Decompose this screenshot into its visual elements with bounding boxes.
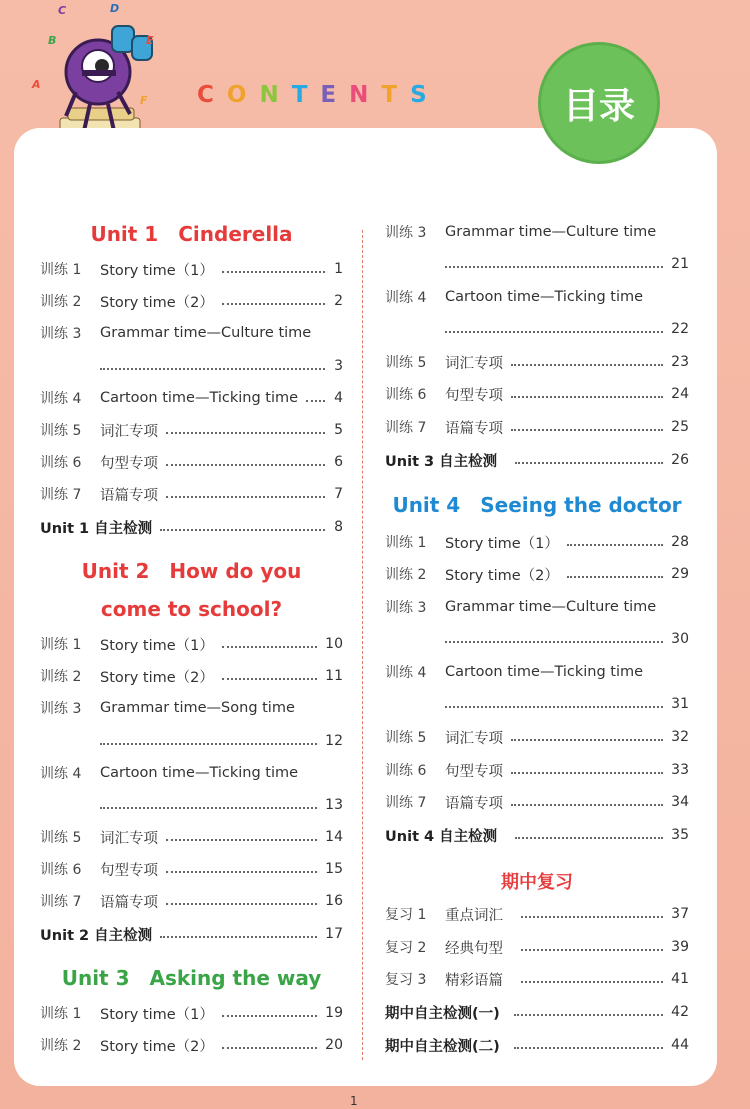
entry-title: 词汇专项 — [100, 423, 158, 440]
toc-entry-test[interactable] — [385, 1001, 689, 1023]
entry-title: Cartoon time—Ticking time — [100, 765, 299, 781]
entry-page: 39 — [671, 939, 689, 955]
entry-page: 42 — [671, 1004, 689, 1020]
dot-leader — [222, 1015, 317, 1017]
dot-leader — [160, 936, 317, 938]
entry-page: 20 — [325, 1037, 343, 1053]
toc-entry[interactable] — [40, 419, 343, 441]
toc-entry[interactable] — [385, 286, 689, 308]
toc-entry-continuation[interactable] — [40, 730, 343, 752]
entry-title: Cartoon time—Ticking time — [445, 289, 644, 305]
entry-title: 语篇专项 — [445, 420, 503, 437]
dot-leader — [222, 271, 325, 273]
dot-leader — [511, 429, 663, 431]
dot-leader — [511, 739, 663, 741]
dot-leader — [445, 706, 663, 708]
toc-entry-continuation[interactable] — [40, 355, 343, 377]
unit3-heading — [40, 966, 343, 990]
contents-letter: S — [410, 82, 440, 108]
entry-page: 15 — [325, 861, 343, 877]
entry-label: 训练 7 — [40, 894, 82, 910]
dot-leader — [222, 678, 317, 680]
entry-page: 34 — [671, 794, 689, 810]
entry-label: 训练 3 — [40, 701, 82, 717]
entry-page: 17 — [325, 926, 343, 942]
toc-entry[interactable] — [40, 1002, 343, 1024]
mascot-letter: A — [32, 78, 41, 91]
entry-label: 训练 7 — [385, 795, 427, 811]
contents-letter: T — [381, 82, 411, 108]
contents-letter: N — [259, 82, 292, 108]
entry-page: 1 — [334, 261, 343, 277]
entry-page: 28 — [671, 534, 689, 550]
dot-leader — [166, 871, 317, 873]
entry-title: Grammar time—Culture time — [100, 325, 312, 341]
right-column — [385, 0, 689, 1109]
dot-leader — [166, 464, 325, 466]
entry-title: 经典句型 — [445, 940, 503, 957]
entry-title: Story time（2） — [100, 669, 214, 686]
toc-entry[interactable] — [40, 762, 343, 784]
entry-label: 训练 1 — [385, 535, 427, 551]
entry-title: Story time（2） — [100, 1038, 214, 1055]
unit2-number: Unit 2 — [81, 559, 150, 583]
contents-letter: E — [320, 82, 350, 108]
entry-title: Story time（1） — [445, 535, 559, 552]
dot-leader — [166, 432, 325, 434]
entry-title: 词汇专项 — [445, 355, 503, 372]
entry-title: 句型专项 — [100, 455, 158, 472]
dot-leader — [521, 949, 663, 951]
entry-title: 句型专项 — [100, 862, 158, 879]
entry-label: 训练 3 — [385, 225, 427, 241]
dot-leader — [567, 576, 663, 578]
entry-page: 29 — [671, 566, 689, 582]
entry-page: 21 — [671, 256, 689, 272]
toc-entry-test[interactable] — [40, 923, 343, 945]
toc-entry[interactable] — [40, 697, 343, 719]
dot-leader — [166, 496, 325, 498]
toc-entry[interactable] — [40, 322, 343, 344]
contents-letter: O — [226, 82, 260, 108]
entry-label: 训练 2 — [40, 669, 82, 685]
dot-leader — [515, 837, 663, 839]
entry-label: 训练 2 — [40, 1038, 82, 1054]
toc-entry[interactable] — [40, 826, 343, 848]
unit3-title: Asking the way — [149, 966, 322, 990]
entry-title: Unit 4 自主检测 — [385, 828, 498, 845]
toc-entry[interactable] — [385, 936, 689, 958]
unit4-number: Unit 4 — [392, 493, 461, 517]
entry-label: 训练 7 — [40, 487, 82, 503]
entry-page: 30 — [671, 631, 689, 647]
toc-entry[interactable] — [385, 726, 689, 748]
toc-entry-continuation[interactable] — [385, 253, 689, 275]
dot-leader — [222, 303, 325, 305]
entry-title: Grammar time—Culture time — [445, 599, 657, 615]
entry-label: 训练 3 — [40, 326, 82, 342]
entry-label: 训练 6 — [40, 862, 82, 878]
entry-label: 训练 2 — [385, 567, 427, 583]
dot-leader — [521, 916, 663, 918]
dot-leader — [511, 772, 663, 774]
toc-entry[interactable] — [40, 890, 343, 912]
toc-entry[interactable] — [40, 483, 343, 505]
entry-page: 12 — [325, 733, 343, 749]
dot-leader — [100, 743, 317, 745]
entry-page: 23 — [671, 354, 689, 370]
contents-letter: N — [349, 82, 382, 108]
entry-page: 19 — [325, 1005, 343, 1021]
midterm-heading: 期中复习 — [501, 872, 573, 893]
entry-page: 44 — [671, 1037, 689, 1053]
entry-page: 16 — [325, 893, 343, 909]
entry-page: 32 — [671, 729, 689, 745]
entry-title: 语篇专项 — [445, 795, 503, 812]
mascot-letter: C — [58, 4, 67, 17]
dot-leader — [445, 266, 663, 268]
dot-leader — [166, 839, 317, 841]
mascot-letter: F — [140, 94, 148, 107]
toc-entry[interactable] — [40, 858, 343, 880]
dot-leader — [511, 804, 663, 806]
toc-entry[interactable] — [40, 1034, 343, 1056]
entry-title: Grammar time—Culture time — [445, 224, 657, 240]
entry-page: 11 — [325, 668, 343, 684]
toc-entry[interactable] — [385, 791, 689, 813]
entry-title: 句型专项 — [445, 387, 503, 404]
column-divider — [362, 230, 363, 1060]
toc-entry[interactable] — [385, 596, 689, 618]
entry-title: Story time（1） — [100, 262, 214, 279]
entry-label: 复习 2 — [385, 940, 427, 956]
unit2-heading-line2: come to school? — [100, 597, 283, 621]
toc-entry[interactable] — [385, 383, 689, 405]
toc-entry-continuation[interactable] — [385, 693, 689, 715]
entry-label: 训练 5 — [385, 355, 427, 371]
entry-page: 14 — [325, 829, 343, 845]
toc-entry[interactable] — [385, 903, 689, 925]
entry-page: 10 — [325, 636, 343, 652]
entry-page: 2 — [334, 293, 343, 309]
toc-entry-test[interactable] — [385, 449, 689, 471]
entry-title: Story time（1） — [100, 637, 214, 654]
entry-title: 期中自主检测(二) — [385, 1038, 500, 1055]
toc-entry[interactable] — [40, 665, 343, 687]
unit1-heading — [40, 222, 343, 246]
dot-leader — [160, 529, 325, 531]
dot-leader — [222, 646, 317, 648]
entry-page: 8 — [334, 519, 343, 535]
toc-entry[interactable] — [385, 968, 689, 990]
entry-label: 训练 1 — [40, 262, 82, 278]
dot-leader — [222, 1047, 317, 1049]
entry-title: Story time（2） — [445, 567, 559, 584]
entry-title: 词汇专项 — [100, 830, 158, 847]
toc-entry[interactable] — [40, 451, 343, 473]
entry-label: 训练 5 — [40, 423, 82, 439]
entry-page: 35 — [671, 827, 689, 843]
unit4-title: Seeing the doctor — [480, 493, 682, 517]
entry-label: 训练 3 — [385, 600, 427, 616]
entry-title: Cartoon time—Ticking time — [445, 664, 644, 680]
toc-entry[interactable] — [40, 258, 343, 280]
dot-leader — [445, 641, 663, 643]
entry-label: 训练 2 — [40, 294, 82, 310]
unit4-heading — [385, 493, 689, 517]
dot-leader — [100, 807, 317, 809]
toc-entry-test[interactable] — [385, 824, 689, 846]
entry-label: 训练 7 — [385, 420, 427, 436]
toc-entry[interactable] — [40, 633, 343, 655]
dot-leader — [515, 462, 663, 464]
entry-page: 41 — [671, 971, 689, 987]
entry-page: 24 — [671, 386, 689, 402]
entry-title: Unit 1 自主检测 — [40, 520, 153, 537]
toc-entry-test[interactable] — [40, 516, 343, 538]
dot-leader — [166, 903, 317, 905]
entry-page: 13 — [325, 797, 343, 813]
entry-label: 复习 1 — [385, 907, 427, 923]
toc-entry[interactable] — [385, 531, 689, 553]
dot-leader — [567, 544, 663, 546]
mascot-letter: E — [146, 34, 154, 47]
entry-label: 训练 5 — [385, 730, 427, 746]
mascot-letter: B — [48, 34, 57, 47]
toc-entry[interactable] — [40, 290, 343, 312]
toc-entry-test[interactable] — [385, 1034, 689, 1056]
entry-title: 词汇专项 — [445, 730, 503, 747]
entry-label: 训练 1 — [40, 637, 82, 653]
entry-page: 22 — [671, 321, 689, 337]
contents-letter: T — [291, 82, 321, 108]
toc-entry-continuation[interactable] — [385, 318, 689, 340]
dot-leader — [511, 396, 663, 398]
toc-entry[interactable] — [385, 416, 689, 438]
entry-title: Cartoon time—Ticking time — [100, 390, 299, 406]
entry-label: 训练 4 — [40, 391, 82, 407]
entry-title: Story time（2） — [100, 294, 214, 311]
entry-title: 重点词汇 — [445, 907, 503, 924]
entry-page: 6 — [334, 454, 343, 470]
entry-label: 训练 5 — [40, 830, 82, 846]
entry-page: 31 — [671, 696, 689, 712]
unit1-title: Cinderella — [178, 222, 293, 246]
entry-page: 4 — [334, 390, 343, 406]
entry-page: 33 — [671, 762, 689, 778]
dot-leader — [514, 1014, 663, 1016]
unit2-heading — [40, 559, 343, 583]
entry-title: 语篇专项 — [100, 487, 158, 504]
unit1-number: Unit 1 — [90, 222, 159, 246]
toc-entry-continuation[interactable] — [385, 628, 689, 650]
entry-title: 句型专项 — [445, 763, 503, 780]
table-of-contents-badge: 目录 — [538, 42, 660, 164]
entry-label: 训练 6 — [385, 763, 427, 779]
toc-entry[interactable] — [385, 759, 689, 781]
entry-title: 期中自主检测(一) — [385, 1005, 500, 1022]
entry-title: Unit 2 自主检测 — [40, 927, 153, 944]
entry-page: 26 — [671, 452, 689, 468]
toc-entry[interactable] — [385, 351, 689, 373]
entry-title: 精彩语篇 — [445, 972, 503, 989]
dot-leader — [306, 400, 325, 402]
toc-entry[interactable] — [40, 387, 343, 409]
entry-label: 训练 4 — [40, 766, 82, 782]
entry-label: 训练 6 — [40, 455, 82, 471]
entry-title: Story time（1） — [100, 1006, 214, 1023]
entry-title: Grammar time—Song time — [100, 700, 295, 716]
dot-leader — [514, 1047, 663, 1049]
entry-page: 25 — [671, 419, 689, 435]
entry-label: 训练 4 — [385, 290, 427, 306]
entry-label: 训练 4 — [385, 665, 427, 681]
mascot-letter: D — [110, 2, 120, 15]
dot-leader — [445, 331, 663, 333]
entry-label: 训练 1 — [40, 1006, 82, 1022]
dot-leader — [511, 364, 663, 366]
entry-title: Unit 3 自主检测 — [385, 453, 498, 470]
toc-entry[interactable] — [385, 661, 689, 683]
entry-label: 训练 6 — [385, 387, 427, 403]
entry-page: 3 — [334, 358, 343, 374]
left-column — [40, 0, 343, 1109]
toc-entry[interactable] — [385, 221, 689, 243]
unit2-title-line1: How do you — [169, 559, 302, 583]
dot-leader — [100, 368, 325, 370]
entry-page: 37 — [671, 906, 689, 922]
toc-entry-continuation[interactable] — [40, 794, 343, 816]
entry-label: 复习 3 — [385, 972, 427, 988]
toc-entry[interactable] — [385, 563, 689, 585]
unit3-number: Unit 3 — [61, 966, 130, 990]
entry-page: 7 — [334, 486, 343, 502]
entry-page: 5 — [334, 422, 343, 438]
dot-leader — [521, 981, 663, 983]
page-number: 1 — [350, 1094, 358, 1108]
entry-title: 语篇专项 — [100, 894, 158, 911]
contents-letter: C — [197, 82, 227, 108]
